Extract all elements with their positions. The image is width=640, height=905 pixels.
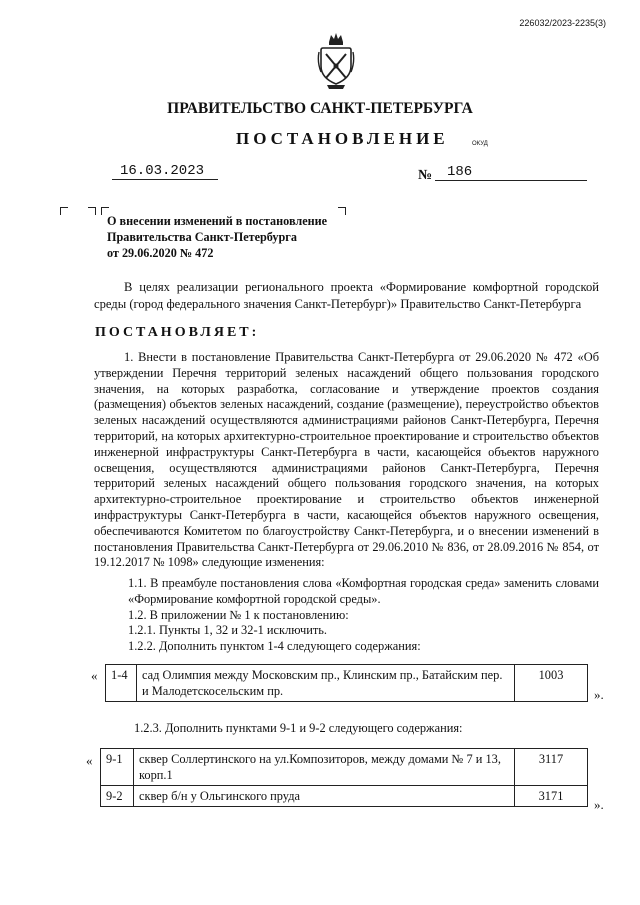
table-items-9 bbox=[100, 748, 588, 807]
quote-open: « bbox=[86, 753, 93, 768]
paragraph-1-2: 1.2. В приложении № 1 к постановлению: bbox=[128, 607, 349, 622]
subject-line: О внесении изменений в постановление bbox=[107, 214, 328, 228]
table-cell-num: 9-1 bbox=[101, 749, 134, 786]
quote-close: ». bbox=[594, 797, 604, 812]
table-cell-name: сад Олимпия между Московским пр., Клинским пр., Батайским пер. и Малодетскосельским пр. bbox=[137, 665, 515, 702]
table-row bbox=[101, 749, 588, 786]
paragraph-1: 1. Внести в постановление Правительства Санкт-Петербурга от 29.06.2020 № 472 «Об утверждении Перечня территорий зеленых насаждений общего пользования городского значения, на которых разработка, согласование и утверждение проектов создания (размещения) объектов зеленых насаждений, создание (размещение), переустройство объектов зеленых насаждений осуществляются администрациями районов Санкт-Петербурга, Перечня территорий, на которых архитектурно-строительное проектирование и строительство объектов инженерной инфраструктуры Санкт-Петербурга в части, касающейся объектов наружного освещения, осуществляются администрациями районов Санкт-Петербурга, Перечня территорий зеленых насаждений общего пользования городского значения, на которых архитектурно-строительное проектирование и строительство объектов инженерной инфраструктуры Санкт-Петербурга в части, касающейся объектов наружного освещения, обеспечиваются Комитетом по благоустройству Санкт-Петербурга, и о внесении изменений в постановления Правительства Санкт-Петербурга от 29.06.2010 № 836, от 28.09.2016 № 854, от 19.12.2017 № 1098» следующие изменения: bbox=[94, 350, 599, 570]
subparagraphs bbox=[94, 576, 599, 655]
paragraph-1-1: 1.1. В преамбуле постановления слова «Комфортная городская среда» заменить словами «Формирование комфортной городской среды». bbox=[128, 576, 599, 606]
spb-coat-of-arms-icon bbox=[317, 32, 355, 90]
preamble: В целях реализации регионального проекта «Формирование комфортной городской среды (город федерального значения Санкт-Петербург)» Правительство Санкт-Петербурга bbox=[94, 280, 599, 311]
document-number: 226032/2023-2235(3) bbox=[519, 18, 606, 28]
table-cell-code: 3117 bbox=[515, 749, 588, 786]
quote-open: « bbox=[91, 668, 98, 683]
table-cell-num: 9-2 bbox=[101, 786, 134, 807]
table-cell-name: сквер б/н у Ольгинского пруда bbox=[134, 786, 515, 807]
table-item-1-4 bbox=[105, 664, 588, 702]
government-name: ПРАВИТЕЛЬСТВО САНКТ-ПЕТЕРБУРГА bbox=[167, 100, 473, 117]
corner-mark bbox=[338, 207, 346, 215]
decree-body bbox=[94, 350, 599, 571]
number-sign: № bbox=[418, 168, 433, 183]
decree-subject bbox=[107, 213, 327, 261]
table-cell-name: сквер Соллертинского на ул.Композиторов, между домами № 7 и 13, корп.1 bbox=[134, 749, 515, 786]
okud-label: ОКУД bbox=[472, 141, 488, 147]
paragraph-1-2-3: 1.2.3. Дополнить пунктами 9-1 и 9-2 следующего содержания: bbox=[134, 721, 463, 735]
table-cell-code: 1003 bbox=[515, 665, 588, 702]
decree-date: 16.03.2023 bbox=[112, 163, 218, 180]
resolves-heading: ПОСТАНОВЛЯЕТ: bbox=[95, 325, 260, 340]
quote-close: ». bbox=[594, 687, 604, 702]
decree-number: 186 bbox=[435, 164, 587, 181]
corner-mark bbox=[88, 207, 96, 215]
subject-line: Правительства Санкт-Петербурга bbox=[107, 230, 297, 244]
decree-title: ПОСТАНОВЛЕНИЕ bbox=[236, 129, 449, 148]
paragraph-1-2-2: 1.2.2. Дополнить пунктом 1-4 следующего содержания: bbox=[128, 639, 421, 654]
table-cell-num: 1-4 bbox=[106, 665, 137, 702]
table-row bbox=[106, 665, 588, 702]
corner-mark bbox=[60, 207, 68, 215]
table-row bbox=[101, 786, 588, 807]
paragraph-1-2-1: 1.2.1. Пункты 1, 32 и 32-1 исключить. bbox=[128, 623, 328, 638]
subject-line: от 29.06.2020 № 472 bbox=[107, 246, 214, 260]
table-cell-code: 3171 bbox=[515, 786, 588, 807]
